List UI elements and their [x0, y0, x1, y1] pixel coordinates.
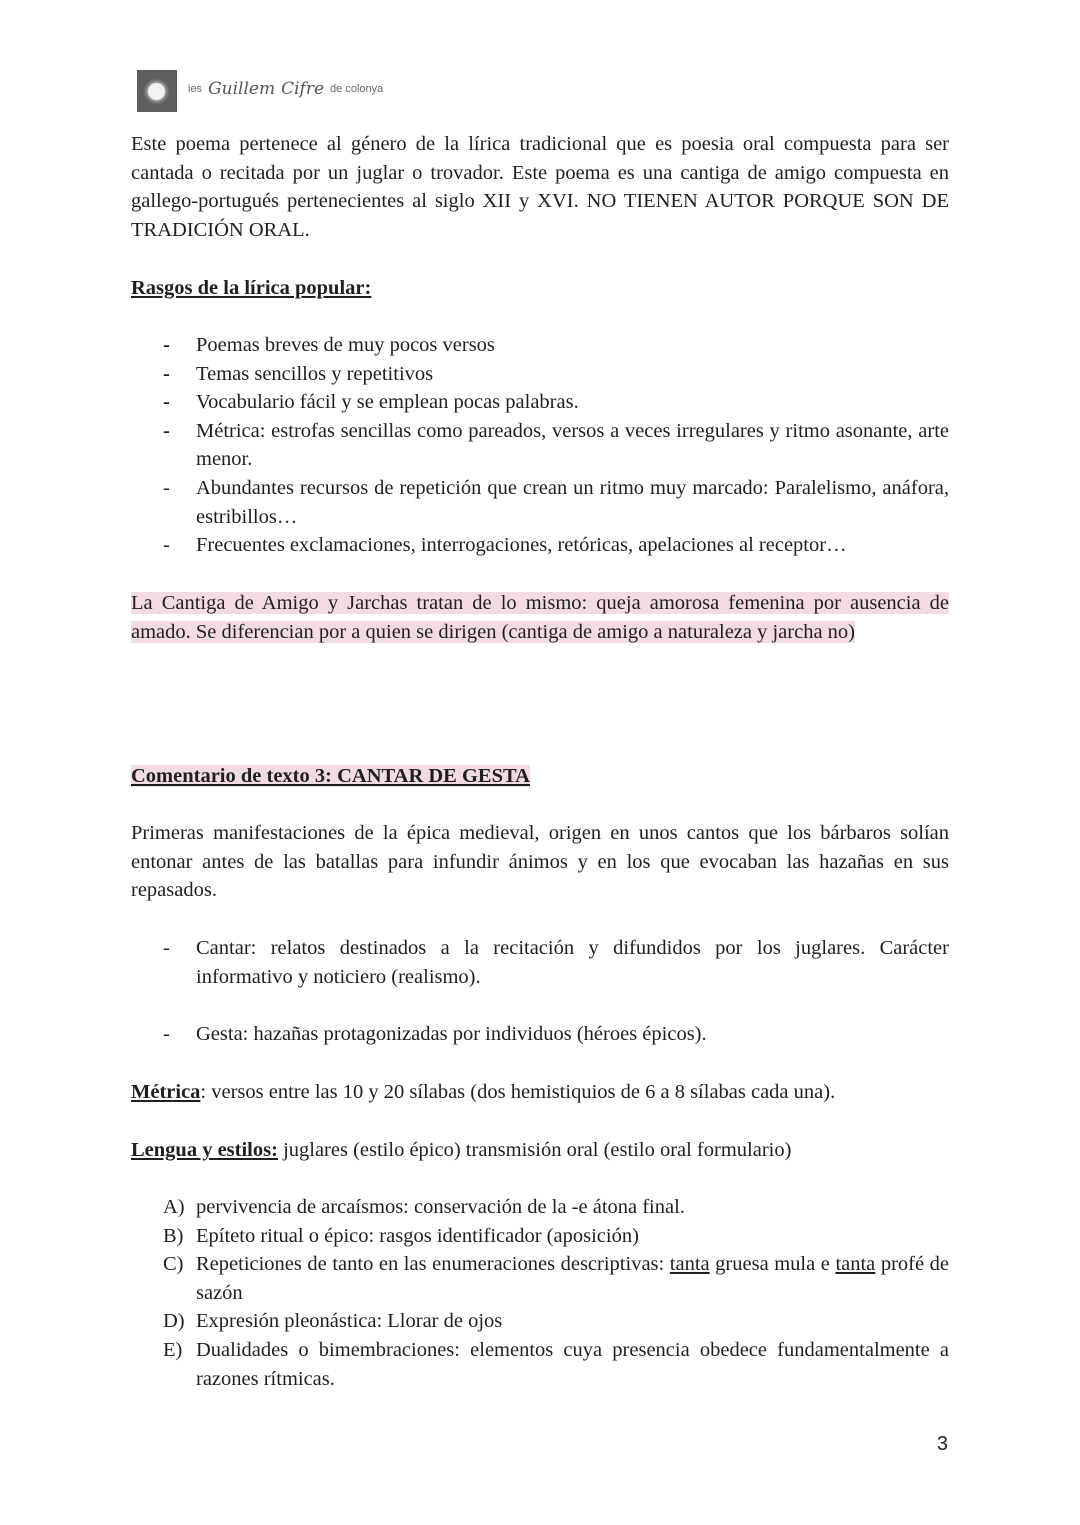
lengua-text: juglares (estilo épico) transmisión oral (estilo oral formulario)	[277, 1139, 792, 1161]
list-marker: D)	[163, 1310, 185, 1333]
list-item-text: Cantar: relatos destinados a la recitación y difundidos por los juglares. Carácter informativo y noticiero (realismo).	[196, 937, 949, 988]
list-item-text: Epíteto ritual o épico: rasgos identificador (aposición)	[196, 1224, 639, 1247]
list-item	[131, 1250, 949, 1307]
list-item	[131, 1020, 949, 1049]
bullet-dash: -	[163, 1023, 170, 1045]
underlined-word: tanta	[835, 1253, 876, 1276]
list-item-text: Métrica: estrofas sencillas como pareados, versos a veces irregulares y ritmo asonante, arte menor.	[196, 419, 949, 471]
comentario-heading-text: Comentario de texto 3: CANTAR DE GESTA	[131, 765, 530, 787]
list-item	[131, 1222, 949, 1251]
list-item-text: pervivencia de arcaísmos: conservación de la -e átona final.	[196, 1196, 685, 1218]
school-logo-icon	[137, 70, 177, 112]
list-item-text: Frecuentes exclamaciones, interrogaciones, retóricas, apelaciones al receptor…	[196, 534, 847, 557]
list-item	[131, 1336, 949, 1393]
gesta-list	[131, 1020, 949, 1049]
highlight-note-text: La Cantiga de Amigo y Jarchas tratan de lo mismo: queja amorosa femenina por ausencia de amado. Se diferencian por a quien se dirigen (cantiga de amigo a naturaleza y jarcha no)	[131, 592, 949, 643]
comentario-heading	[131, 762, 530, 791]
bullet-dash: -	[163, 419, 170, 442]
list-item	[131, 1307, 949, 1336]
list-item	[131, 417, 949, 474]
metrica-text: : versos entre las 10 y 20 sílabas (dos hemistiquios de 6 a 8 sílabas cada una).	[200, 1081, 836, 1103]
list-marker: C)	[163, 1253, 184, 1276]
intro-paragraph: Este poema pertenece al género de la lírica tradicional que es poesia oral compuesta para ser cantada o recitada por un juglar o trovador. Este poema es una cantiga de amigo compuesta en gallego-portugués pertenecientes al siglo XII y XVI. NO TIENEN AUTOR PORQUE SON DE TRADICIÓN ORAL.	[131, 133, 949, 241]
bullet-dash: -	[163, 334, 170, 356]
list-item	[131, 1193, 949, 1222]
list-item-text: Vocabulario fácil y se emplean pocas palabras.	[196, 391, 579, 414]
page-number: 3	[936, 1433, 948, 1455]
list-marker: E)	[163, 1338, 183, 1361]
list-item	[131, 531, 949, 560]
list-marker: A)	[163, 1196, 185, 1218]
list-item-text: gruesa mula e	[709, 1253, 836, 1276]
logo-name-2: Cifre	[281, 79, 325, 99]
logo-name-1: Guillem	[208, 79, 276, 99]
lengua-list	[131, 1193, 949, 1393]
list-item	[131, 360, 949, 389]
rasgos-list	[131, 331, 949, 560]
highlight-note	[131, 589, 949, 646]
list-item	[131, 331, 949, 360]
list-item-text: Abundantes recursos de repetición que crean un ritmo muy marcado: Paralelismo, anáfora, estribillos…	[196, 476, 949, 528]
list-item	[131, 934, 949, 991]
list-item-text: Repeticiones de tanto en las enumeraciones descriptivas:	[196, 1253, 670, 1276]
logo-sun-shape	[148, 83, 165, 100]
underlined-word: tanta	[669, 1253, 710, 1276]
list-item-text: Dualidades o bimembraciones: elementos cuya presencia obedece fundamentalmente a razones rítmicas.	[196, 1338, 949, 1390]
list-marker: B)	[163, 1224, 184, 1247]
list-item-text: Temas sencillos y repetitivos	[196, 362, 434, 385]
list-item-text: profé de sazón	[196, 1253, 949, 1304]
lengua-label: Lengua y estilos:	[131, 1139, 278, 1161]
lengua-line	[131, 1136, 949, 1165]
bullet-dash: -	[163, 937, 170, 959]
list-item-text: Expresión pleonástica: Llorar de ojos	[196, 1310, 503, 1333]
comentario-paragraph: Primeras manifestaciones de la épica medieval, origen en unos cantos que los bárbaros solían entonar antes de las batallas para infundir ánimos y en los que evocaban las hazañas en sus repasados.	[131, 822, 949, 902]
bullet-dash: -	[163, 476, 170, 499]
rasgos-heading: Rasgos de la lírica popular:	[131, 277, 372, 299]
metrica-label: Métrica	[131, 1081, 201, 1103]
logo-prefix: ies	[188, 83, 203, 95]
logo-suffix: de colonya	[330, 83, 384, 95]
cantar-list	[131, 934, 949, 991]
bullet-dash: -	[163, 391, 170, 414]
bullet-dash: -	[163, 362, 170, 385]
list-item	[131, 474, 949, 531]
list-item	[131, 388, 949, 417]
list-item-text: Gesta: hazañas protagonizadas por individuos (héroes épicos).	[196, 1023, 707, 1045]
school-name	[188, 77, 383, 101]
bullet-dash: -	[163, 534, 170, 557]
list-item-text: Poemas breves de muy pocos versos	[196, 334, 495, 356]
metrica-line	[131, 1078, 949, 1107]
